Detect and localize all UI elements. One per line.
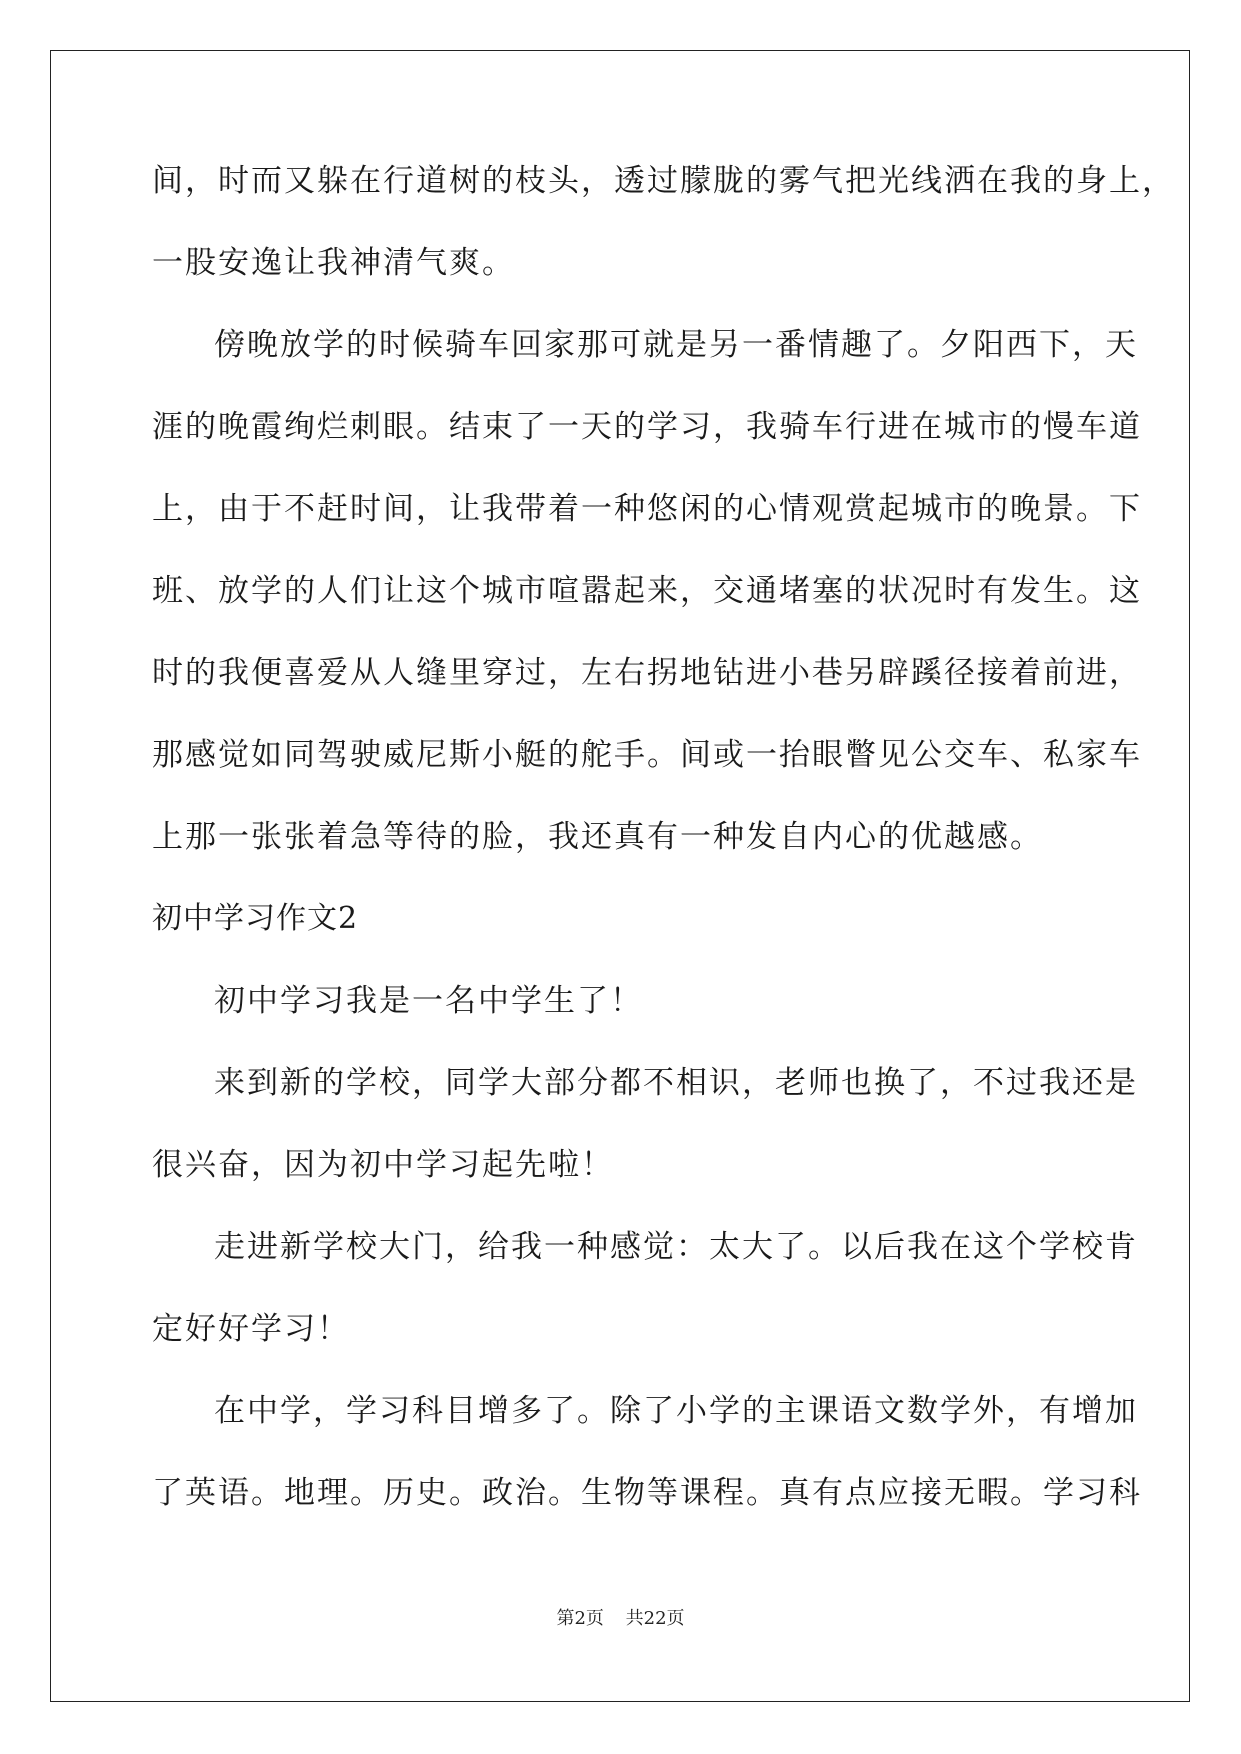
text-line: 一股安逸让我神清气爽。 xyxy=(152,245,515,281)
paragraph-start-line: 走进新学校大门，给我一种感觉：太大了。以后我在这个学校肯 xyxy=(214,1229,1138,1265)
text-line: 涯的晚霞绚烂刺眼。结束了一天的学习，我骑车行进在城市的慢车道 xyxy=(152,409,1142,445)
page-total: 共22页 xyxy=(625,1608,685,1629)
text-line: 间，时而又躲在行道树的枝头，透过朦胧的雾气把光线洒在我的身上， xyxy=(152,163,1175,199)
paragraph-start-line: 傍晚放学的时候骑车回家那可就是另一番情趣了。夕阳西下，天 xyxy=(214,327,1138,363)
text-line: 班、放学的人们让这个城市喧嚣起来，交通堵塞的状况时有发生。这 xyxy=(152,573,1142,609)
paragraph-start-line: 初中学习我是一名中学生了！ xyxy=(214,983,643,1019)
paragraph-start-line: 来到新的学校，同学大部分都不相识，老师也换了，不过我还是 xyxy=(214,1065,1138,1101)
page-footer xyxy=(0,1604,1241,1630)
text-line: 上那一张张着急等待的脸，我还真有一种发自内心的优越感。 xyxy=(152,819,1043,855)
section-heading: 初中学习作文2 xyxy=(152,901,359,936)
text-line: 定好好学习！ xyxy=(152,1311,350,1347)
text-line: 了英语。地理。历史。政治。生物等课程。真有点应接无暇。学习科 xyxy=(152,1475,1142,1511)
document-body xyxy=(152,140,1175,1534)
text-line: 时的我便喜爱从人缝里穿过，左右拐地钻进小巷另辟蹊径接着前进， xyxy=(152,655,1142,691)
page-number: 第2页 xyxy=(556,1608,604,1629)
text-line: 那感觉如同驾驶威尼斯小艇的舵手。间或一抬眼瞥见公交车、私家车 xyxy=(152,737,1142,773)
text-line: 上，由于不赶时间，让我带着一种悠闲的心情观赏起城市的晚景。下 xyxy=(152,491,1142,527)
paragraph-start-line: 在中学，学习科目增多了。除了小学的主课语文数学外，有增加 xyxy=(214,1393,1138,1429)
text-line: 很兴奋，因为初中学习起先啦！ xyxy=(152,1147,614,1183)
